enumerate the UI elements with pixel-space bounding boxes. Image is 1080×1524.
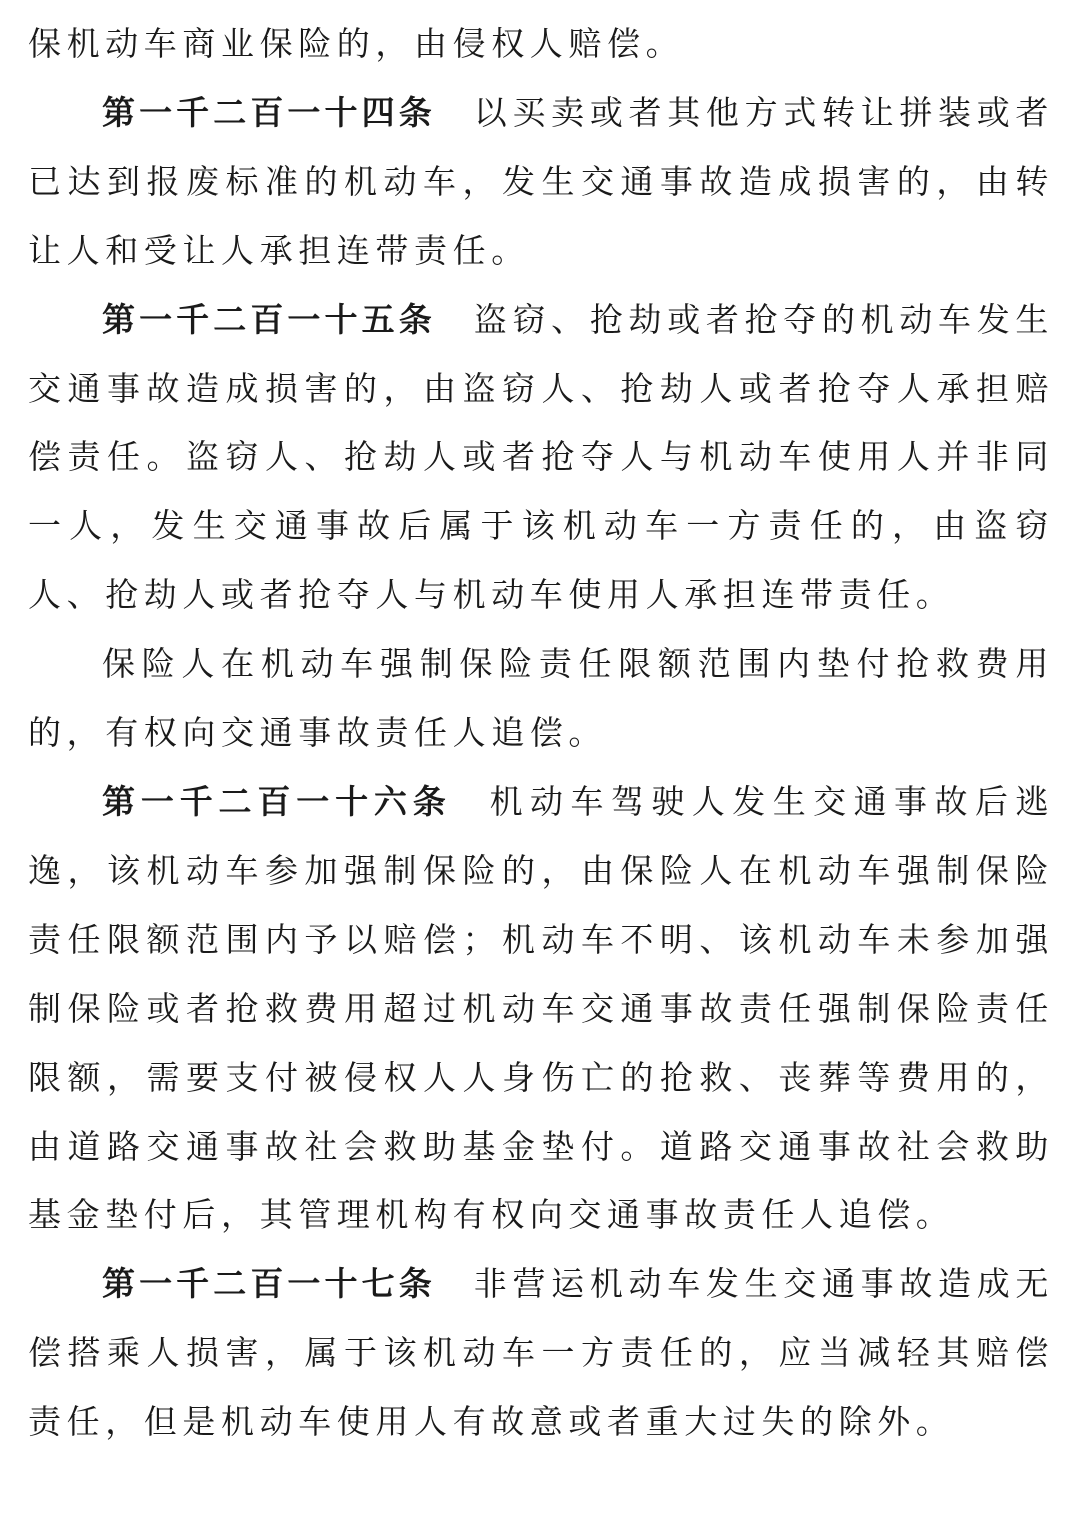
article-1215 xyxy=(28,286,1054,631)
article-heading: 第一千二百一十五条 xyxy=(102,299,436,339)
article-heading: 第一千二百一十四条 xyxy=(102,92,436,132)
document-page xyxy=(28,10,1054,1457)
article-text: 非营运机动车发生交通事故造成无偿搭乘人损害，属于该机动车一方责任的，应当减轻其赔偿责任，但是机动车使用人有故意或者重大过失的除外。 xyxy=(28,1264,1055,1442)
article-1217 xyxy=(28,1250,1054,1457)
paragraph-text: 保险人在机动车强制保险责任限额范围内垫付抢救费用的，有权向交通事故责任人追偿。 xyxy=(28,644,1054,753)
paragraph-continued xyxy=(28,10,1054,79)
paragraph-text: 保机动车商业保险的，由侵权人赔偿。 xyxy=(28,24,685,63)
article-1216 xyxy=(28,768,1054,1250)
article-heading: 第一千二百一十七条 xyxy=(102,1264,436,1304)
article-1215-clause-2 xyxy=(28,630,1054,768)
article-text: 以买卖或者其他方式转让拼装或者已达到报废标准的机动车，发生交通事故造成损害的，由转让人和受让人承担连带责任。 xyxy=(28,92,1055,270)
article-text: 盗窃、抢劫或者抢夺的机动车发生交通事故造成损害的，由盗窃人、抢劫人或者抢夺人承担赔偿责任。盗窃人、抢劫人或者抢夺人与机动车使用人并非同一人，发生交通事故后属于该机动车一方责任的，由盗窃人、抢劫人或者抢夺人与机动车使用人承担连带责任。 xyxy=(28,299,1055,615)
article-1214 xyxy=(28,79,1054,286)
article-text: 机动车驾驶人发生交通事故后逃逸，该机动车参加强制保险的，由保险人在机动车强制保险责任限额范围内予以赔偿；机动车不明、该机动车未参加强制保险或者抢救费用超过机动车交通事故责任强制保险责任限额，需要支付被侵权人人身伤亡的抢救、丧葬等费用的，由道路交通事故社会救助基金垫付。道路交通事故社会救助基金垫付后，其管理机构有权向交通事故责任人追偿。 xyxy=(28,781,1054,1235)
article-heading: 第一千二百一十六条 xyxy=(102,781,452,821)
